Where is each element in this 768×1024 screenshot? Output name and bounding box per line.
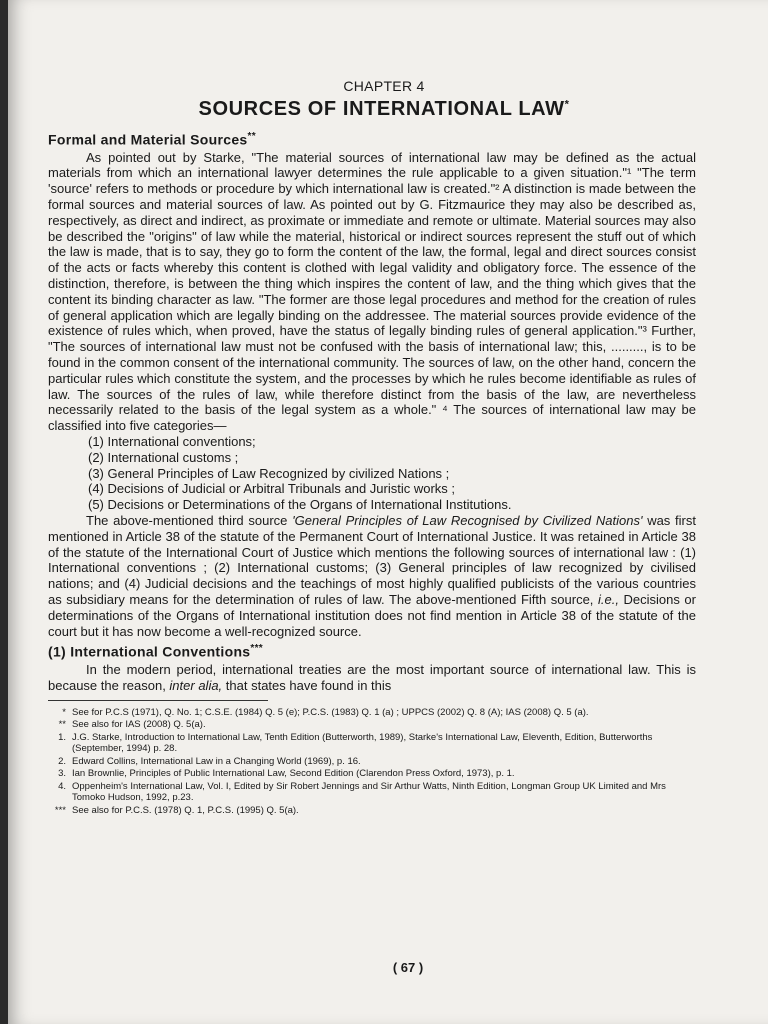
paragraph-text: Decisions or determinations of the Organs of International institution does not find mention in Article 38 of the statute of the court but it has now become a well-recognized source. xyxy=(48,591,696,639)
footnote-mark: *** xyxy=(54,804,66,816)
list-item: (4) Decisions of Judicial or Arbitral Tribunals and Juristic works ; xyxy=(88,481,456,497)
paragraph-text: was first mentioned in Article 38 of the statute of the Permanent Court of International Justice. It was retained in Article 38 of the statute of the International Court of Justice which mentions the following sources of international law : (1) International conventions ; (2) International customs; (3) General principles of law recognized by civilised nations; and (4) Judicial decisions and the teachings of most highly qualified publicists of the various countries as subsidiary means for the determination of rules of law. The above-mentioned Fifth source, xyxy=(48,512,696,607)
sources-list xyxy=(48,434,696,513)
paragraph-text: The above-mentioned third source xyxy=(86,512,293,528)
footnote-text: J.G. Starke, Introduction to International Law, Tenth Edition (Butterworth, 1989), Starke's International Law, Eleventh, Edition, Butterworths (September, 1994) p. 28. xyxy=(72,731,653,755)
footnote-mark: 3. xyxy=(58,768,66,780)
list-item: (1) International conventions; xyxy=(88,434,256,449)
footnote xyxy=(48,756,696,768)
section-heading-text: (1) International Conventions xyxy=(48,644,251,661)
footnote-mark: 4. xyxy=(58,780,66,792)
paragraph-italic-text: i.e., xyxy=(597,591,619,607)
list-item: (5) Decisions or Determinations of the Organs of International Institutions. xyxy=(88,497,512,513)
footnote xyxy=(48,768,696,780)
footnote-mark: * xyxy=(62,706,66,718)
footnote-text: See also for P.C.S. (1978) Q. 1, P.C.S. (1995) Q. 5(a). xyxy=(72,804,299,816)
paragraph-starke: As pointed out by Starke, "The material sources of international law may be defined as the actual materials from which an international lawyer determines the rule applicable to a given situation."¹ "The term 'source' refers to methods or procedure by which international law is created."² A distinction is made between the formal sources and material sources of law. As pointed out by G. Fitzmaurice they may also be described as, respectively, as direct and indirect, as proximate or immediate and remote or ultimate. Material sources may also be described the "origins" of law while the material, historical or indirect sources represent the stuff out of which the law is made, that is to say, they go to form the content of the law, the formal, legal and direct sources consist of the acts or facts whereby this content is clothed with legal validity and obligatory force. The essence of the distinction, therefore, is between the thing which inspires the content of law, and the thing which gives that the content its binding character as law. "The former are those legal procedures and method for the creation of rules of general application which are legally binding on the addressee. The material sources provide evidence of the existence of rules which, when proved, have the status of legally binding rules of general application."³ Further, "The sources of international law must not be confused with the basis of international law; this, ........., is to be found in the common consent of the international community. The sources of law, on the other hand, concern the particular rules which constitute the system, and the processes by which he rules become identifiable as rules of law. The sources of the rules of law, while therefore distinct from the basis of the law, are nevertheless necessarily related to the basis of the legal system as a whole." ⁴ The sources of international law may be classified into five categories— xyxy=(48,149,696,434)
paragraph-italic-text: 'General Principles of Law Recognised by Civilized Nations' xyxy=(292,512,643,528)
footnote-text: Ian Brownlie, Principles of Public International Law, Second Edition (Clarendon Press Oxford, 1973), p. 1. xyxy=(72,768,515,780)
page-content xyxy=(48,78,696,817)
footnote-mark: 2. xyxy=(58,755,66,767)
footnotes xyxy=(48,707,696,817)
chapter-title-footnote-mark: * xyxy=(564,98,570,111)
footnote-text: Edward Collins, International Law in a Changing World (1969), p. 16. xyxy=(72,755,361,767)
list-item: (2) International customs ; xyxy=(88,449,239,465)
list-item: (3) General Principles of Law Recognized by civilized Nations ; xyxy=(88,465,450,481)
chapter-label: CHAPTER 4 xyxy=(343,78,425,94)
footnote-text: See also for IAS (2008) Q. 5(a). xyxy=(72,719,206,731)
footnote-mark: 1. xyxy=(58,731,66,743)
footnote-mark: ** xyxy=(58,719,66,731)
section-heading-footnote-mark: ** xyxy=(247,131,256,142)
footnote xyxy=(48,781,696,804)
section-heading-international-conventions xyxy=(48,643,696,660)
section-heading-footnote-mark: *** xyxy=(250,643,263,655)
footnote-rule xyxy=(48,700,268,707)
paragraph-modern-period xyxy=(48,662,696,694)
chapter-title-text: SOURCES OF INTERNATIONAL LAW xyxy=(198,98,565,120)
section-heading-text: Formal and Material Sources xyxy=(48,131,248,148)
footnote xyxy=(48,805,696,817)
paragraph-third-source xyxy=(48,513,696,639)
paragraph-italic-text: inter alia, xyxy=(169,677,223,693)
footnote xyxy=(48,707,696,719)
footnote xyxy=(48,719,696,731)
paragraph-text: that states have found in this xyxy=(222,677,392,693)
footnote xyxy=(48,732,696,755)
footnote-text: See for P.C.S (1971), Q. No. 1; C.S.E. (1984) Q. 5 (e); P.C.S. (1983) Q. 1 (a) ; UPPCS (2002) Q. 8 (A); IAS (2008) Q. 5 (a). xyxy=(72,706,589,718)
paragraph-text: In the modern period, international treaties are the most important source of international law. This is because the reason, xyxy=(48,662,696,693)
chapter-title xyxy=(48,98,696,121)
section-heading-formal-material xyxy=(48,131,696,148)
footnote-text: Oppenheim's International Law, Vol. I, Edited by Sir Robert Jennings and Sir Arthur Watts, Ninth Edition, Longman Group UK Limited and Mrs Tomoko Hudson, 1992, p.23. xyxy=(72,780,666,804)
page-number: ( 67 ) xyxy=(392,960,424,975)
book-page xyxy=(8,0,768,1024)
